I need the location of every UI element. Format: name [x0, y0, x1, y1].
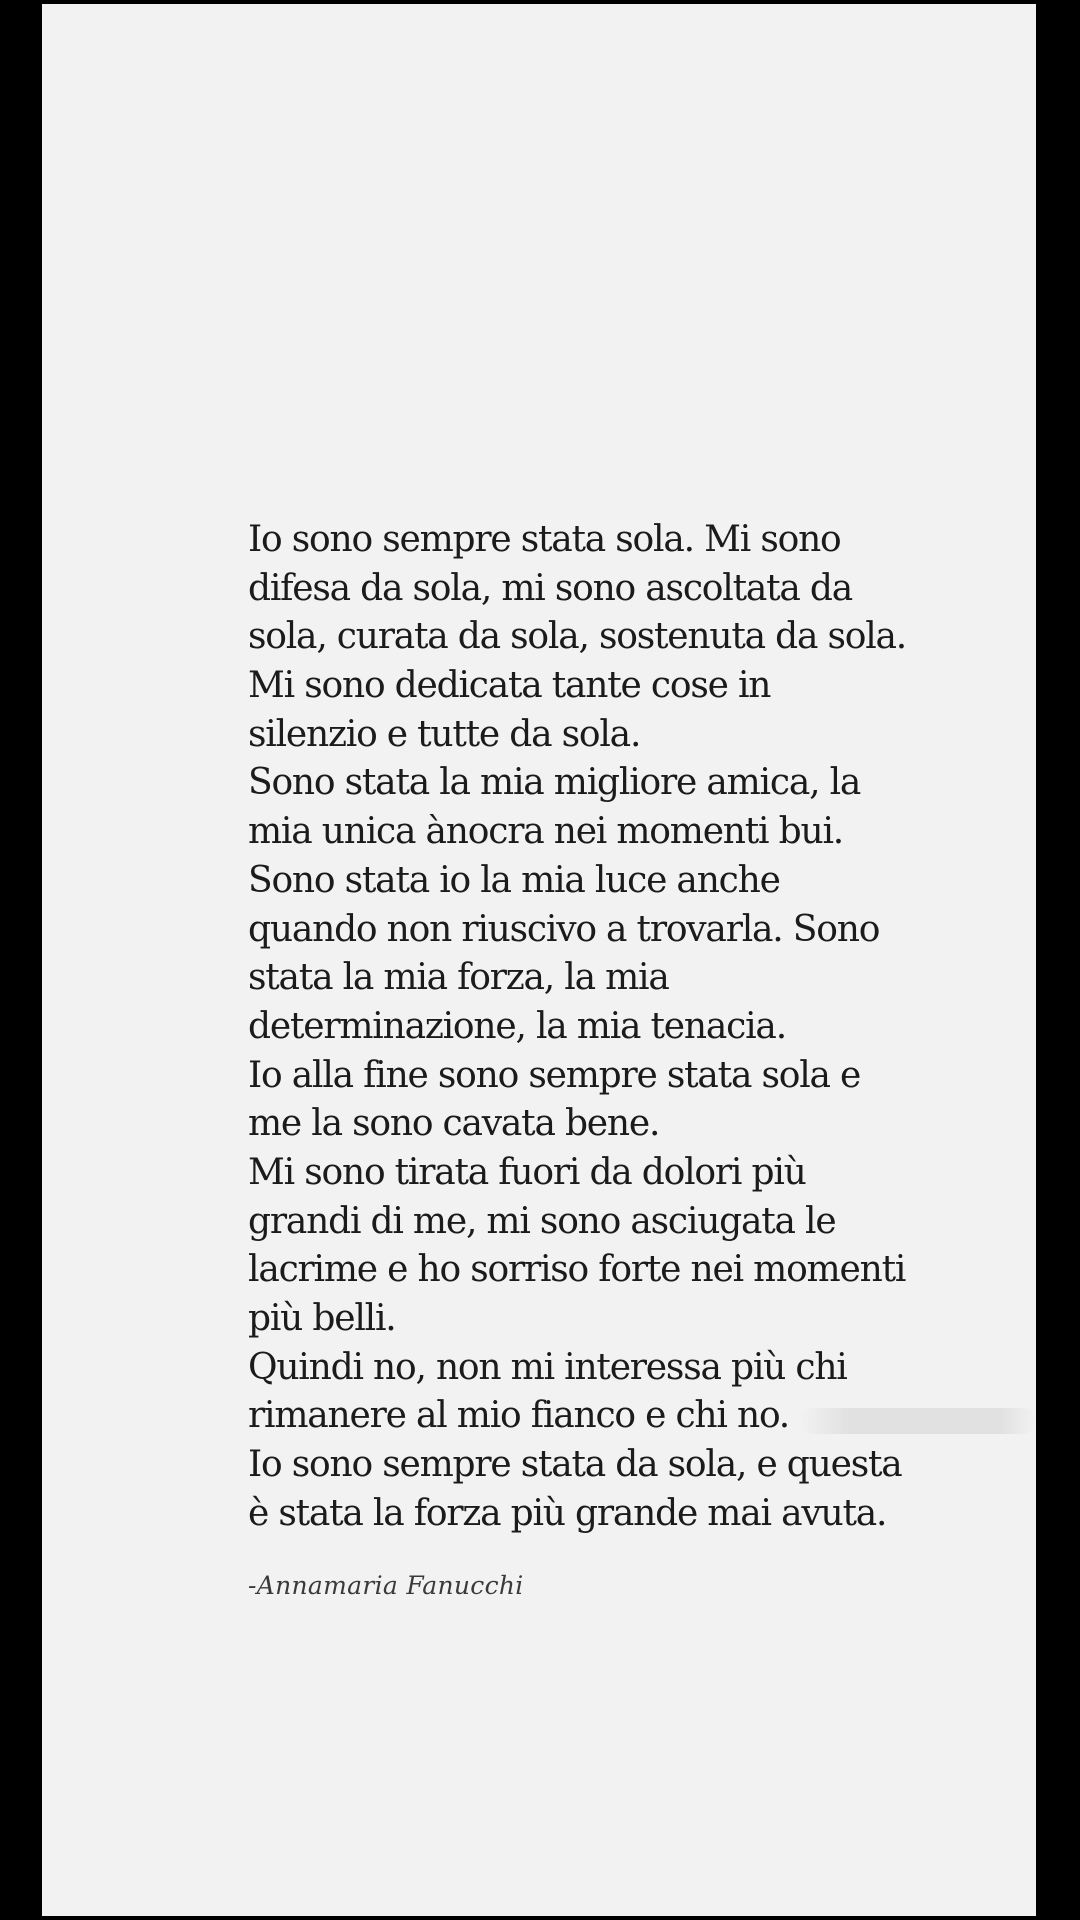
quote-line: sola, curata da sola, sostenuta da sola. — [248, 616, 907, 658]
quote-line: rimanere al mio fianco e chi no. — [248, 1395, 790, 1437]
quote-line: determinazione, la mia tenacia. — [248, 1005, 786, 1047]
quote-line: Sono stata la mia migliore amica, la — [248, 762, 861, 804]
quote-line: è stata la forza più grande mai avuta. — [248, 1492, 887, 1534]
quote-line: difesa da sola, mi sono ascoltata da — [248, 567, 852, 609]
quote-line: Io sono sempre stata sola. Mi sono — [248, 519, 841, 560]
quote-line: stata la mia forza, la mia — [248, 957, 669, 999]
quote-line: silenzio e tutte da sola. — [248, 713, 641, 755]
quote-line: Io sono sempre stata da sola, e questa — [248, 1444, 902, 1486]
quote-line: mia unica ànocra nei momenti bui. — [248, 811, 844, 853]
quote-card — [42, 4, 1036, 1916]
quote-text — [248, 516, 948, 1538]
quote-line: Quindi no, non mi interessa più chi — [248, 1346, 847, 1388]
quote-line: più belli. — [248, 1298, 396, 1339]
quote-line: quando non riuscivo a trovarla. Sono — [248, 908, 880, 950]
quote-line: Mi sono tirata fuori da dolori più — [248, 1151, 806, 1193]
watermark — [800, 1408, 1036, 1434]
quote-line: Io alla fine sono sempre stata sola e — [248, 1054, 861, 1096]
quote-line: lacrime e ho sorriso forte nei momenti — [248, 1249, 906, 1291]
quote-author: -Annamaria Fanucchi — [248, 1571, 524, 1600]
quote-line: Sono stata io la mia luce anche — [248, 859, 780, 901]
quote-line: grandi di me, mi sono asciugata le — [248, 1200, 836, 1242]
quote-line: Mi sono dedicata tante cose in — [248, 665, 771, 707]
quote-line: me la sono cavata bene. — [248, 1103, 660, 1145]
